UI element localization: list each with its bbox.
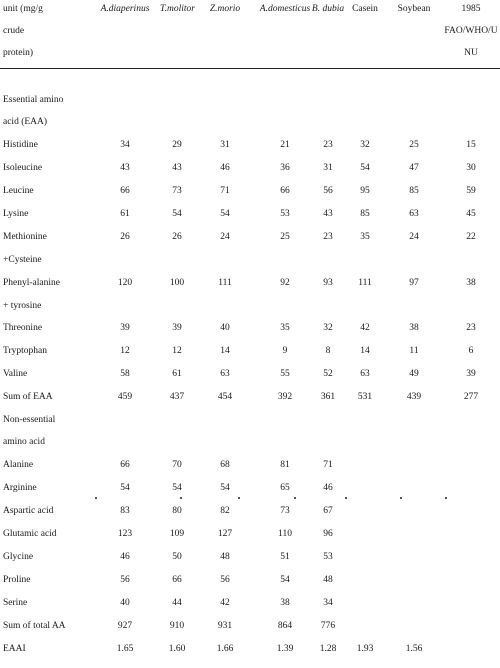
table-cell: 59	[466, 186, 476, 196]
table-cell: 1.39	[276, 644, 294, 654]
row-label: Phenyl-alanine	[3, 278, 60, 288]
table-cell: 454	[217, 392, 233, 402]
table-cell: 40	[220, 323, 230, 333]
section-nonessential-line1: Non-essential	[3, 415, 56, 425]
header-fao-line2: FAO/WHO/U	[444, 26, 498, 36]
table-cell: 53	[323, 552, 333, 562]
table-cell: 42	[360, 323, 370, 333]
table-cell: 39	[172, 323, 182, 333]
table-cell: 23	[466, 323, 476, 333]
table-cell: 66	[120, 186, 130, 196]
header-fao-line3: NU	[464, 48, 478, 58]
row-label: Glutamic acid	[3, 529, 57, 539]
table-cell: 55	[280, 369, 290, 379]
table-cell: 127	[217, 529, 233, 539]
row-label: Leucine	[3, 186, 34, 196]
table-cell: 54	[220, 483, 230, 493]
table-cell: 47	[409, 163, 419, 173]
header-rule	[0, 68, 500, 69]
table-cell: 931	[217, 621, 233, 631]
row-label: EAAI	[3, 644, 26, 654]
table-cell: 66	[172, 575, 182, 585]
table-cell: 36	[280, 163, 290, 173]
table-cell: 54	[360, 163, 370, 173]
table-cell: 52	[323, 369, 333, 379]
table-cell: 43	[323, 209, 333, 219]
table-cell: 73	[280, 506, 290, 516]
table-cell: 23	[323, 140, 333, 150]
table-cell: 71	[323, 460, 333, 470]
row-label: Histidine	[3, 140, 38, 150]
table-cell: 73	[172, 186, 182, 196]
header-unit-line1: unit (mg/g	[3, 4, 43, 14]
table-cell: 46	[323, 483, 333, 493]
section-nonessential-line2: amino acid	[3, 437, 45, 447]
table-cell: 1.56	[405, 644, 423, 654]
table-cell: 48	[323, 575, 333, 585]
table-cell: 51	[280, 552, 290, 562]
row-label: Alanine	[3, 460, 34, 470]
row-label: Proline	[3, 575, 31, 585]
row-label: Tryptophan	[3, 346, 47, 356]
table-cell: 48	[220, 552, 230, 562]
table-cell: 25	[409, 140, 419, 150]
header-b-dubia: B. dubia	[311, 4, 345, 14]
row-label: Lysine	[3, 209, 29, 219]
table-cell: 1.93	[356, 644, 374, 654]
row-label: Glycine	[3, 552, 34, 562]
table-cell: 864	[277, 621, 293, 631]
table-cell: 92	[280, 278, 290, 288]
table-cell: 110	[278, 529, 292, 539]
table-cell: 111	[218, 278, 232, 288]
table-cell: 39	[120, 323, 130, 333]
table-cell: 437	[169, 392, 185, 402]
table-cell: 63	[220, 369, 230, 379]
table-cell: 1.66	[216, 644, 234, 654]
table-cell: 96	[323, 529, 333, 539]
table-cell: 67	[323, 506, 333, 516]
table-cell: 34	[323, 598, 333, 608]
table-cell: 70	[172, 460, 182, 470]
table-cell: 277	[463, 392, 479, 402]
table-cell: 1.65	[116, 644, 134, 654]
table-cell: 439	[406, 392, 422, 402]
table-cell: 14	[220, 346, 230, 356]
table-cell: 38	[280, 598, 290, 608]
table-cell: 35	[280, 323, 290, 333]
table-cell: 120	[117, 278, 133, 288]
table-cell: 100	[169, 278, 185, 288]
header-casein: Casein	[352, 4, 378, 14]
table-cell: 42	[220, 598, 230, 608]
table-cell: 68	[220, 460, 230, 470]
table-cell: 56	[120, 575, 130, 585]
table-cell: 45	[466, 209, 476, 219]
row-label: Sum of total AA	[3, 621, 66, 631]
table-cell: 38	[409, 323, 419, 333]
table-cell: 34	[120, 140, 130, 150]
table-cell: 23	[323, 232, 333, 242]
table-cell: 392	[277, 392, 293, 402]
table-cell: 54	[172, 483, 182, 493]
table-cell: 66	[120, 460, 130, 470]
table-cell: 21	[280, 140, 290, 150]
table-cell: 927	[117, 621, 133, 631]
row-label-continuation: + tyrosine	[3, 301, 42, 311]
table-cell: 123	[117, 529, 133, 539]
row-label: Methionine	[3, 232, 47, 242]
table-cell: 29	[172, 140, 182, 150]
table-cell: 46	[220, 163, 230, 173]
table-cell: 9	[282, 346, 288, 356]
table-cell: 82	[220, 506, 230, 516]
table-cell: 14	[360, 346, 370, 356]
table-cell: 32	[360, 140, 370, 150]
table-cell: 56	[220, 575, 230, 585]
table-cell: 49	[409, 369, 419, 379]
table-cell: 61	[120, 209, 130, 219]
table-cell: 93	[323, 278, 333, 288]
table-cell: 54	[172, 209, 182, 219]
row-label: Valine	[3, 369, 28, 379]
table-cell: 776	[320, 621, 336, 631]
header-soybean: Soybean	[397, 4, 431, 14]
table-cell: 1.60	[168, 644, 186, 654]
table-cell: 38	[466, 278, 476, 288]
table-cell: 31	[220, 140, 230, 150]
table-cell: 54	[220, 209, 230, 219]
table-cell: 83	[120, 506, 130, 516]
table-cell: 53	[280, 209, 290, 219]
table-cell: 61	[172, 369, 182, 379]
row-label: Sum of EAA	[3, 392, 53, 402]
table-cell: 361	[320, 392, 336, 402]
table-cell: 26	[172, 232, 182, 242]
table-cell: 81	[280, 460, 290, 470]
table-cell: 44	[172, 598, 182, 608]
table-cell: 50	[172, 552, 182, 562]
header-z-morio: Z.morio	[209, 4, 241, 14]
table-cell: 24	[220, 232, 230, 242]
table-cell: 910	[169, 621, 185, 631]
table-cell: 54	[280, 575, 290, 585]
table-cell: 40	[120, 598, 130, 608]
table-cell: 97	[409, 278, 419, 288]
table-cell: 32	[323, 323, 333, 333]
table-cell: 30	[466, 163, 476, 173]
table-cell: 63	[360, 369, 370, 379]
table-cell: 85	[360, 209, 370, 219]
table-cell: 8	[325, 346, 331, 356]
table-cell: 95	[360, 186, 370, 196]
section-essential-line2: acid (EAA)	[3, 117, 48, 127]
table-cell: 11	[409, 346, 419, 356]
table-cell: 26	[120, 232, 130, 242]
table-cell: 109	[169, 529, 185, 539]
dotted-separator	[0, 497, 500, 499]
table-cell: 24	[409, 232, 419, 242]
table-cell: 56	[323, 186, 333, 196]
row-label: Arginine	[3, 483, 37, 493]
table-cell: 111	[358, 278, 372, 288]
row-label: Threonine	[3, 323, 43, 333]
row-label: Aspartic acid	[3, 506, 54, 516]
table-cell: 58	[120, 369, 130, 379]
table-cell: 22	[466, 232, 476, 242]
header-unit-line2: crude	[3, 26, 25, 36]
row-label: Serine	[3, 598, 28, 608]
table-cell: 80	[172, 506, 182, 516]
header-fao-line1: 1985	[461, 4, 481, 14]
table-cell: 54	[120, 483, 130, 493]
header-a-diaperinus: A.diaperinus	[100, 4, 150, 14]
table-cell: 12	[120, 346, 130, 356]
table-cell: 12	[172, 346, 182, 356]
table-cell: 31	[323, 163, 333, 173]
table-cell: 459	[117, 392, 133, 402]
table-cell: 65	[280, 483, 290, 493]
row-label: Isoleucine	[3, 163, 43, 173]
table-cell: 46	[120, 552, 130, 562]
section-essential-line1: Essential amino	[3, 95, 64, 105]
table-cell: 85	[409, 186, 419, 196]
table-cell: 25	[280, 232, 290, 242]
header-a-domesticus: A.domesticus	[259, 4, 311, 14]
table-cell: 1.28	[319, 644, 337, 654]
table-cell: 43	[120, 163, 130, 173]
header-t-molitor: T.molitor	[160, 4, 195, 14]
table-cell: 6	[468, 346, 474, 356]
table-cell: 63	[409, 209, 419, 219]
table-cell: 39	[466, 369, 476, 379]
table-cell: 66	[280, 186, 290, 196]
table-cell: 43	[172, 163, 182, 173]
table-cell: 71	[220, 186, 230, 196]
header-unit-line3: protein)	[3, 48, 34, 58]
row-label-continuation: +Cysteine	[3, 255, 42, 265]
table-cell: 35	[360, 232, 370, 242]
table-cell: 531	[357, 392, 373, 402]
table-cell: 15	[466, 140, 476, 150]
